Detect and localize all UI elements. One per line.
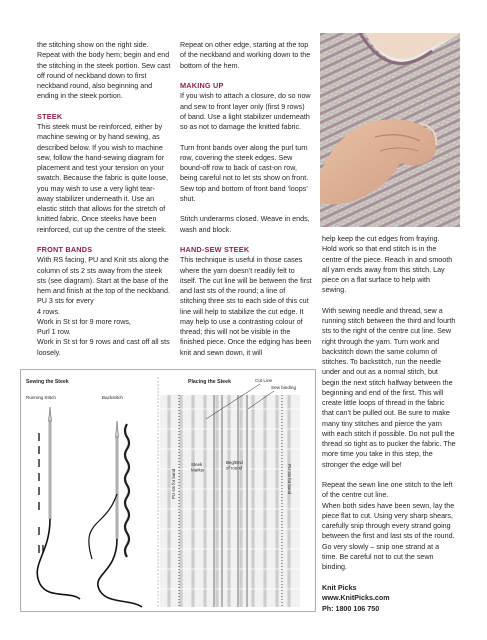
column-left xyxy=(37,40,171,358)
steek-paragraph: This steek must be reinforced, either by machine sewing or by hand sewing, as described below. If you wish to machine sew, follow the hand-sewing diagram for placement and test your tension on your swatch. Because the fabric is quite loose, you may wish to use a very light tear-away stabilizer underneath it. Use an elastic stitch that allows for the stretch of knitted fabric. Once steeks have been reinforced, cut up the centre of the steek. xyxy=(37,123,168,234)
steek-marker-line-2: Marker xyxy=(191,467,205,473)
making-up-paragraph: If you wish to attach a closure, do so now and sew to front layer only (first 9 rows) of band. Use a light stabilizer underneath so as not to damage the knitted fabric. xyxy=(180,92,311,131)
turn-bands-paragraph: Turn front bands over along the purl turn row, covering the steek edges. Sew bound-off row to back of cast-on row, being careful not to let sts show on front. Sew top and bottom of front band ‘loops’ shut. xyxy=(180,143,309,203)
credit-block xyxy=(322,583,456,615)
sew-binding-label: Sew binding xyxy=(271,385,297,390)
front-bands-paragraph: With RS facing, PU and Knit sts along the column of sts 2 sts away from the steek sts (see diagram). Start at the base of the hem and finish at the top of the neckband. PU 3 sts for every 4 rows. Work in St st for 9 more rows, Purl 1 row. Work in St st for 9 rows and cast off all sts loosely. xyxy=(37,256,170,357)
cut-line-label: Cut Line xyxy=(255,378,273,383)
sewing-steek-title: Sewing the Steek xyxy=(26,379,69,385)
repeat-paragraph: Repeat on other edge, starting at the top of the neckband and working down to the bottom of the hem. xyxy=(180,41,311,70)
pu-left-label: PU sts for band xyxy=(171,468,176,499)
beg-end-line-1: Beg/End xyxy=(226,460,243,465)
steek-diagram xyxy=(20,369,316,612)
fraying-paragraph: help keep the cut edges from fraying. Hold work so that end stitch is in the centre of the piece. Reach in and smooth all yarn ends away from this stitch. Lay piece on a flat surface to help with sewing. xyxy=(322,235,453,295)
credit-phone: Ph: 1800 106 750 xyxy=(322,605,380,614)
steek-heading: STEEK xyxy=(37,111,63,121)
credit-brand: Knit Picks xyxy=(322,583,357,592)
intro-paragraph: the stitching show on the right side. Repeat with the body hem; begin and end the stitching in the steek portion. Sew cast off round of neckband down to first neckband round, also beginning and ending in the steek portion. xyxy=(37,41,171,101)
hand-sew-paragraph: This technique is useful in those cases where the yarn doesn’t readily felt to itself. The cut line will be between the first and last sts of the round; a line of stitching three sts to each side of this cut line will help to stabilize the cut edge. It may help to use a contrasting colour of thread; this will not be visible in the finished piece. Once the edging has been knit and sewn down, it will xyxy=(180,256,312,357)
knitted-garment-photo xyxy=(320,33,460,227)
front-bands-heading: FRONT BANDS xyxy=(37,245,93,254)
hand-sew-heading: HAND-SEW STEEK xyxy=(180,245,250,254)
placing-steek-title: Placing the Steek xyxy=(188,379,231,385)
backstitch-label: Backstitch xyxy=(102,395,123,400)
pu-right-label: PU sts for band xyxy=(287,464,292,495)
cutting-paragraph: Repeat the sewn line one stitch to the left of the centre cut line. When both sides have been sewn, lay the piece flat to cut. Using very sharp shears, carefully snip through every strand going between the first and last sts of the round. Go very slowly – snip one strand at a time. Be careful not to cut the sewn binding. xyxy=(322,481,455,571)
sewing-paragraph: With sewing needle and thread, sew a running stitch between the third and fourth sts to the right of the centre cut line. Sew right through the yarn. Turn work and backstitch down the same column of stitches. To backstitch, run the needle under and out as a normal stitch, but begin the next stitch halfway between the beginning and end of the first. This will create little loops of thread in the fabric that can’t be pulled out. Be sure to make many tiny stitches and pierce the yarn with each stitch if possible. Do not pull the thread so tight as to pucker the fabric. The more time you take in this step, the stronger the edge will be! xyxy=(322,306,456,469)
steek-marker-line-1: Steek xyxy=(191,462,203,467)
beg-end-line-2: of round xyxy=(226,465,243,471)
making-up-heading: MAKING UP xyxy=(180,81,224,90)
credit-url: www.KnitPicks.com xyxy=(322,594,390,603)
beg-end-label xyxy=(226,460,244,471)
steek-marker-label xyxy=(191,462,205,473)
column-middle xyxy=(180,40,312,358)
column-right xyxy=(322,234,456,615)
stitch-underarms-paragraph: Stitch underarms closed. Weave in ends, wash and block. xyxy=(180,215,310,234)
running-stitch-label: Running Stitch xyxy=(26,395,56,400)
knit-fabric-grid xyxy=(160,395,300,607)
